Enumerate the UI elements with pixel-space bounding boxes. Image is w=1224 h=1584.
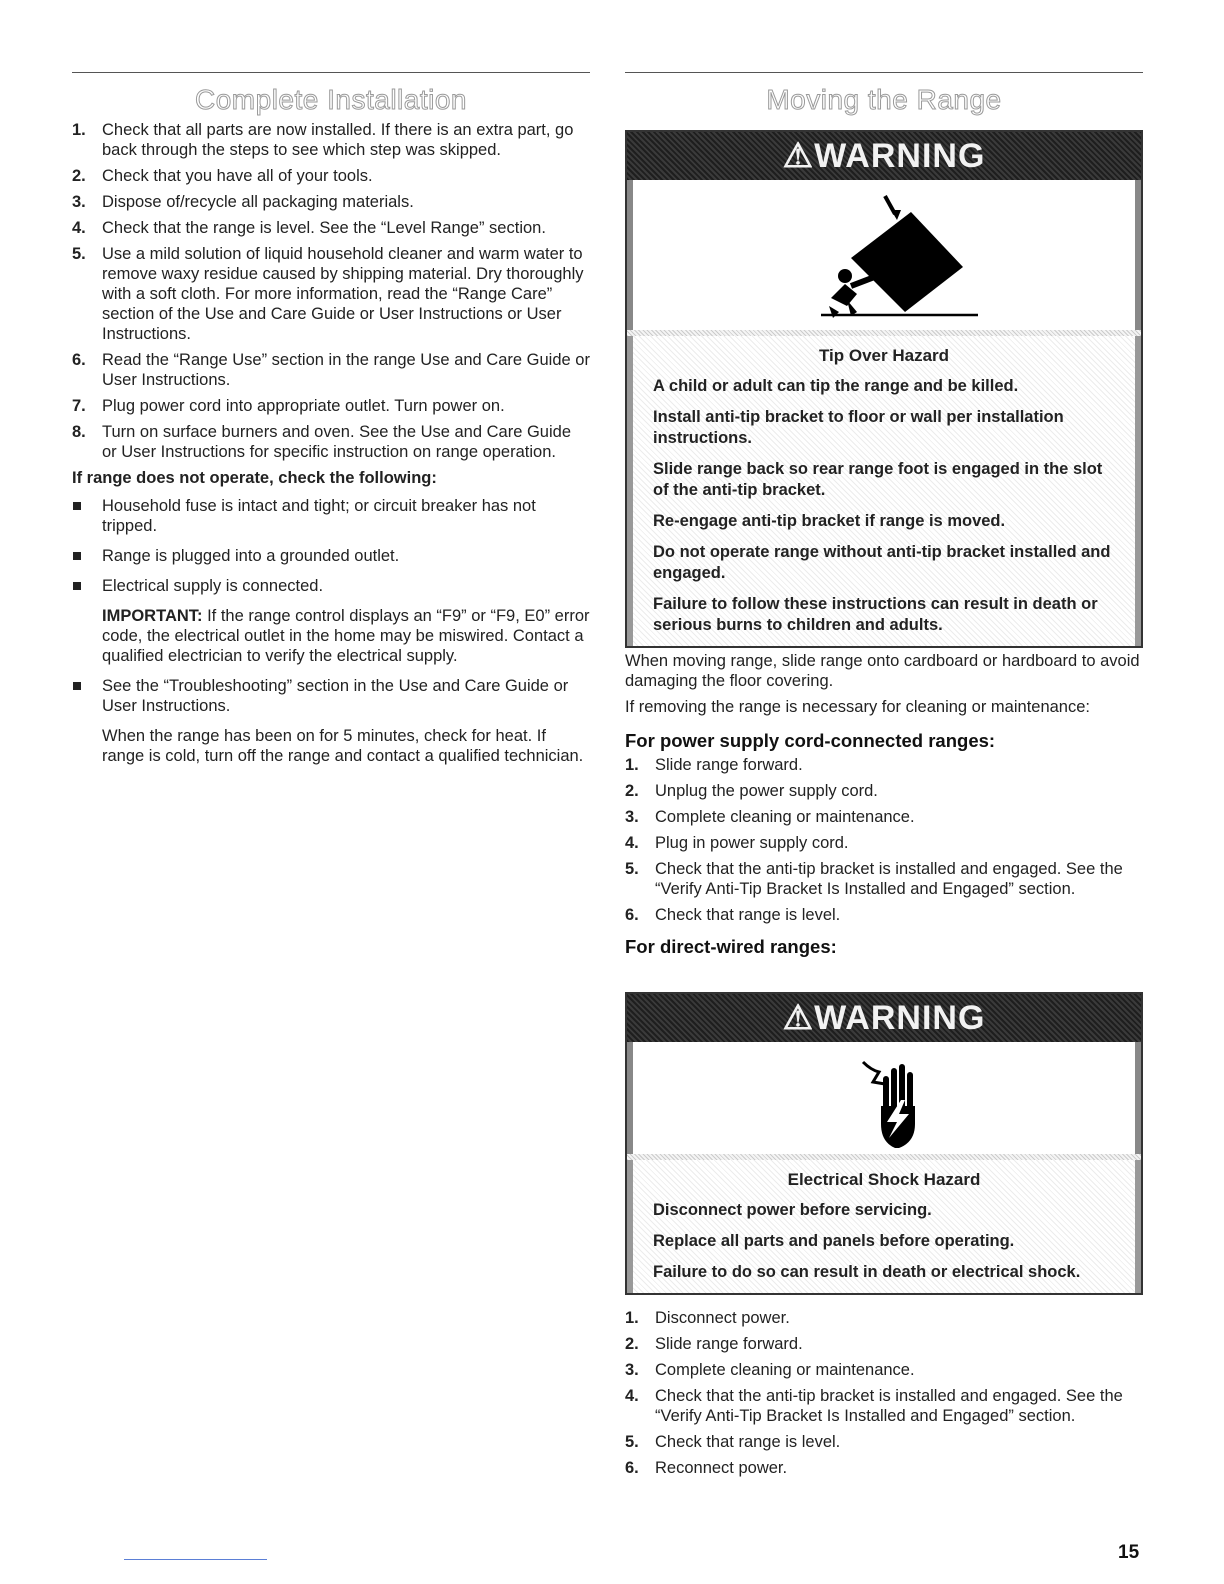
list-item: 3. Dispose of/recycle all packaging materials.: [72, 193, 414, 211]
bullet-square-icon: [73, 552, 81, 560]
moving-the-range-title: Moving the Range: [766, 84, 1002, 115]
list-item: 2. Slide range forward.: [625, 1335, 803, 1353]
cord-connected-steps: [625, 755, 1143, 925]
warning-banner: ⚠WARNING: [627, 994, 1141, 1042]
bullet-square-icon: [73, 502, 81, 510]
list-item: 2. Unplug the power supply cord.: [625, 782, 878, 800]
list-item: 1. Slide range forward.: [625, 756, 803, 774]
list-item: 6. Read the “Range Use” section in the range Use and Care Guide or User Instructions.: [72, 351, 590, 389]
list-item: 4. Check that the anti-tip bracket is installed and engaged. See the “Verify Anti-Tip Bracket Is Installed and Engaged” section.: [625, 1387, 1123, 1425]
bullet-square-icon: [73, 582, 81, 590]
tip-over-warning-box: [625, 130, 1143, 648]
list-item: Household fuse is intact and tight; or circuit breaker has not tripped.: [72, 496, 590, 536]
list-item: 6. Check that range is level.: [625, 906, 841, 924]
intro-paragraph: When moving range, slide range onto cardboard or hardboard to avoid damaging the floor covering.: [625, 652, 1140, 690]
intro-paragraph-2: If removing the range is necessary for cleaning or maintenance:: [625, 698, 1090, 716]
direct-wired-heading: For direct-wired ranges:: [625, 936, 837, 957]
left-header-rule: [72, 72, 590, 73]
list-item: 5. Use a mild solution of liquid household cleaner and warm water to remove waxy residue caused by shipping material. Dry thoroughly with a soft cloth. For more information, read the “Range Care” section of the Use and Care Guide or User Instructions or User Instructions.: [72, 245, 584, 343]
tip-over-hazard-icon: [633, 180, 1139, 330]
list-item: See the “Troubleshooting” section in the Use and Care Guide or User Instructions.: [72, 676, 590, 716]
list-item: 4. Plug in power supply cord.: [625, 834, 849, 852]
list-item: 1. Check that all parts are now installed. If there is an extra part, go back through the steps to see which step was skipped.: [72, 121, 574, 159]
closing-paragraph: When the range has been on for 5 minutes, check for heat. If range is cold, turn off the range and contact a qualified technician.: [102, 727, 584, 765]
bullet-square-icon: [73, 682, 81, 690]
list-item: Range is plugged into a grounded outlet.: [72, 546, 590, 566]
list-item: 1. Disconnect power.: [625, 1309, 790, 1327]
electrical-shock-warning-text: Electrical Shock Hazard Disconnect power before servicing. Replace all parts and panels before operating. Failure to do so can result in death or electrical shock.: [627, 1160, 1141, 1293]
list-item: 7. Plug power cord into appropriate outlet. Turn power on.: [72, 397, 505, 415]
list-item: 4. Check that the range is level. See the “Level Range” section.: [72, 219, 546, 237]
warning-banner: ⚠WARNING: [627, 132, 1141, 180]
direct-wired-body: [625, 1308, 1143, 1484]
complete-installation-body: [72, 120, 590, 776]
list-item: 5. Check that the anti-tip bracket is installed and engaged. See the “Verify Anti-Tip Bracket Is Installed and Engaged” section.: [625, 860, 1123, 898]
list-item: 3. Complete cleaning or maintenance.: [625, 1361, 915, 1379]
right-header-rule: [625, 72, 1143, 73]
list-item: 5. Check that range is level.: [625, 1433, 841, 1451]
troubleshooting-bullet: [72, 676, 590, 716]
electrical-shock-hazard-title: Electrical Shock Hazard: [787, 1170, 981, 1189]
list-item: 6. Reconnect power.: [625, 1459, 788, 1477]
tip-over-pictogram: [627, 180, 1141, 330]
list-item: 8. Turn on surface burners and oven. See the Use and Care Guide or User Instructions for specific instruction on range operation.: [72, 423, 572, 461]
direct-wired-steps: [625, 1308, 1143, 1478]
tip-over-hazard-title: Tip Over Hazard: [818, 346, 950, 365]
complete-installation-title: Complete Installation: [195, 84, 467, 115]
electrical-shock-warning-box: [625, 992, 1143, 1295]
cord-connected-heading: For power supply cord-connected ranges:: [625, 730, 996, 751]
list-item: Electrical supply is connected.: [72, 576, 590, 596]
installation-steps: [72, 120, 590, 462]
page-number: 15: [1118, 1542, 1140, 1563]
electrical-shock-pictogram: [627, 1042, 1141, 1154]
important-note: IMPORTANT: If the range control displays an “F9” or “F9, E0” error code, the electrical outlet in the home may be miswired. Contact a qualified electrician to verify the electrical supply.: [102, 607, 590, 665]
check-following-heading: If range does not operate, check the following:: [72, 469, 437, 487]
moving-range-body: [625, 651, 1143, 961]
check-bullets: [72, 496, 590, 596]
footer-rule: [124, 1559, 267, 1560]
electrical-shock-hazard-icon: [633, 1042, 1139, 1154]
list-item: 3. Complete cleaning or maintenance.: [625, 808, 915, 826]
tip-over-warning-text: Tip Over Hazard A child or adult can tip the range and be killed. Install anti-tip bracket to floor or wall per installation instructions. Slide range back so rear range foot is engaged in the slot of the anti-tip bracket. Re-engage anti-tip bracket if range is moved. Do not operate range without anti-tip bracket installed and engaged. Failure to follow these instructions can result in death or serious burns to children and adults.: [627, 336, 1141, 646]
list-item: 2. Check that you have all of your tools.: [72, 167, 373, 185]
